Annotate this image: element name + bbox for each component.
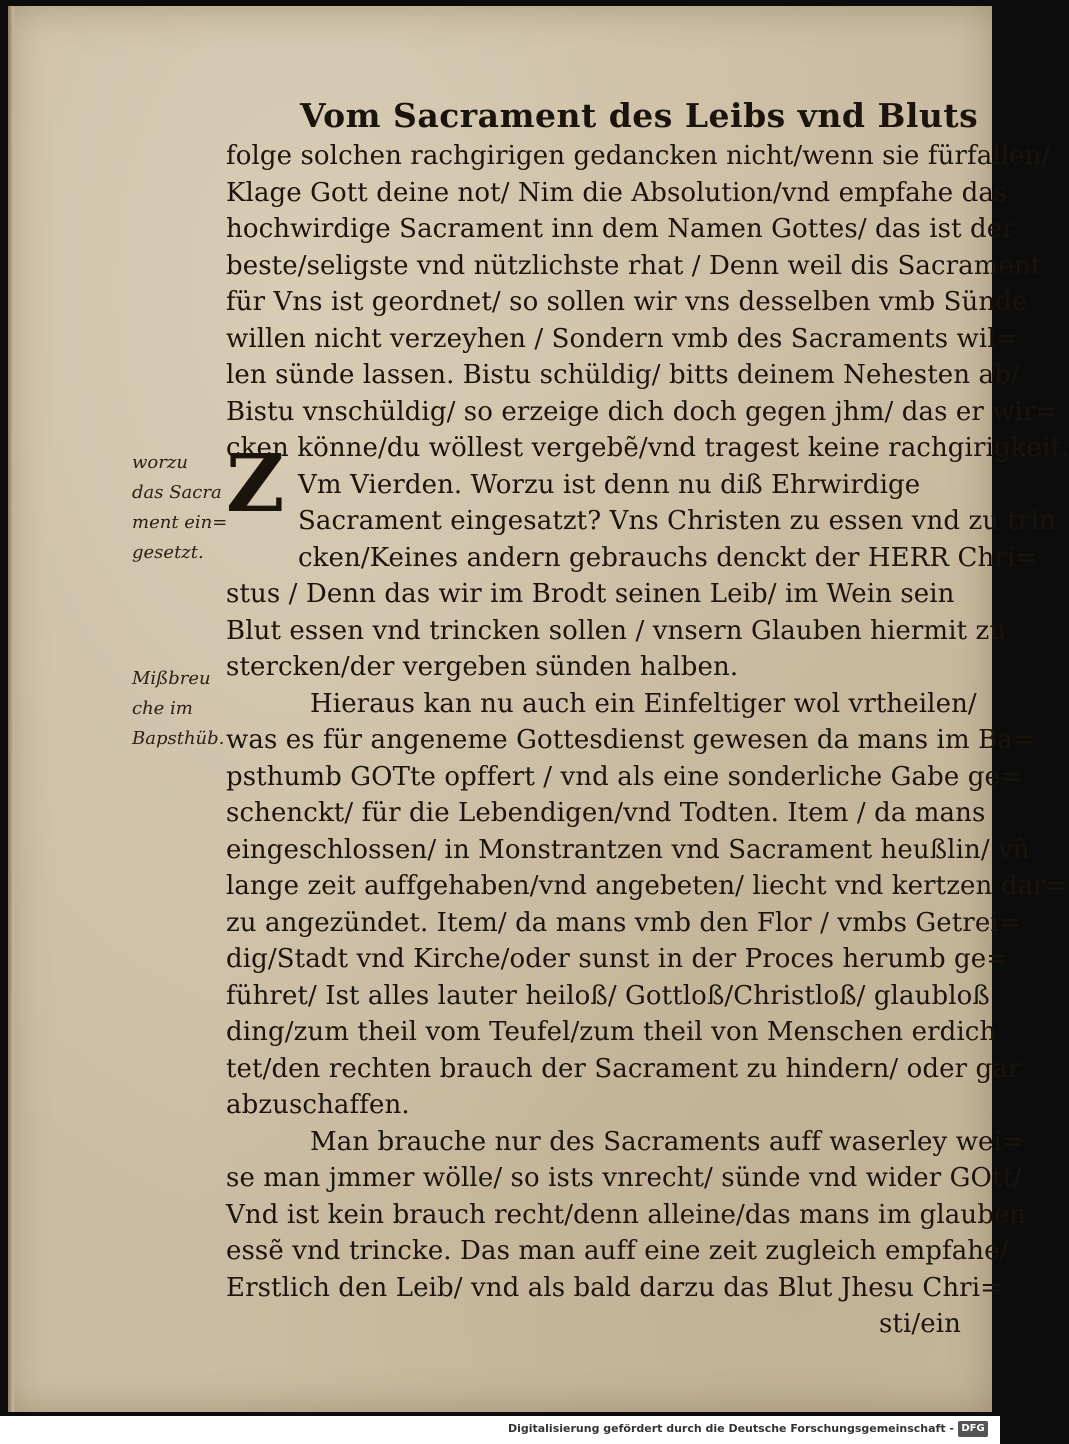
marginal-line: che im [132,698,193,719]
text-line: stus / Denn das wir im Brodt seinen Leib/ im Wein sein [226,579,955,609]
text-line: eingeschlossen/ in Monstrantzen vnd Sacrament heußlin/ vñ [226,834,1030,865]
text-line: len sünde lassen. Bistu schüldig/ bitts deinem Nehesten ab/ [226,360,1020,390]
text-line: für Vns ist geordnet/ so sollen wir vns desselben vmb Sünde [226,287,1028,317]
drop-initial: Z [226,436,285,530]
footer-credit: Digitalisierung gefördert durch die Deutsche Forschungsgemeinschaft - [507,1422,954,1435]
text-line: führet/ Ist alles lauter heiloß/ Gottloß/Christloß/ glaubloß [226,980,990,1011]
marginal-line: Mißbreu [132,668,211,689]
paragraph-start-line: Man brauche nur des Sacraments auff waserley wei= [310,1126,1024,1157]
running-head: Vom Sacrament des Leibs vnd Bluts [300,96,979,135]
text-line: schenckt/ für die Lebendigen/vnd Todten. Item / da mans [226,798,986,828]
text-line: beste/seligste vnd nützlichste rhat / Denn weil dis Sacrament [226,250,1042,281]
marginal-note-purpose [132,448,226,568]
text-line: abzuschaffen. [226,1090,410,1120]
marginal-note-abuses [132,664,226,754]
marginal-line: worzu [132,452,188,473]
marginal-line: gesetzt. [132,542,204,563]
text-line: essẽ vnd trincke. Das man auff eine zeit zugleich empfahe/ [226,1236,1009,1266]
text-line: Klage Gott deine not/ Nim die Absolution/vnd empfahe das [226,177,1008,208]
section-heading-line: Vm Vierden. Worzu ist denn nu diß Ehrwirdige [298,469,921,500]
text-line: cken könne/du wöllest vergebẽ/vnd tragest keine rachgirigkeit. [226,433,1069,463]
text-line: Erstlich den Leib/ vnd als bald darzu das Blut Jhesu Chri= [226,1272,1002,1303]
text-line: Blut essen vnd trincken sollen / vnsern Glauben hiermit zu [226,615,1007,646]
text-line: tet/den rechten brauch der Sacrament zu hindern/ oder gar [226,1053,1021,1084]
paragraph-start-line: Hieraus kan nu auch ein Einfeltiger wol vrtheilen/ [310,688,977,719]
text-line: willen nicht verzeyhen / Sondern vmb des Sacraments wil= [226,323,1018,354]
footer-bar [0,1416,1000,1444]
text-line: zu angezündet. Item/ da mans vmb den Flor / vmbs Getrei= [226,907,1021,938]
text-line: psthumb GOTte opffert / vnd als eine sonderliche Gabe ge= [226,761,1022,792]
catchword-line: sti/ein [878,1309,961,1339]
text-line: stercken/der vergeben sünden halben. [226,652,739,682]
text-line: folge solchen rachgirigen gedancken nicht/wenn sie fürfallen/ [226,141,1051,171]
text-line: Sacrament eingesatzt? Vns Christen zu essen vnd zu trin [298,506,1056,536]
dfg-logo: DFG [958,1421,988,1437]
body-text [226,138,1069,1343]
text-line: lange zeit auffgehaben/vnd angebeten/ liecht vnd kertzen dar= [226,871,1068,901]
marginal-line: Bapsthüb. [132,728,225,749]
text-line: was es für angeneme Gottesdienst gewesen da mans im Ba= [226,725,1035,755]
text-line: Vnd ist kein brauch recht/denn alleine/das mans im glauben [226,1199,1027,1230]
text-line: ding/zum theil vom Teufel/zum theil von Menschen erdich [226,1017,997,1047]
text-line: hochwirdige Sacrament inn dem Namen Gottes/ das ist der [226,214,1015,244]
marginal-line: ment ein= [132,512,228,533]
text-line: cken/Keines andern gebrauchs denckt der HERR Chri= [298,542,1038,573]
text-line: Bistu vnschüldig/ so erzeige dich doch gegen jhm/ das er wir= [226,396,1058,427]
marginal-line: das Sacra [132,482,222,503]
text-line: dig/Stadt vnd Kirche/oder sunst in der Proces herumb ge= [226,944,1009,974]
text-line: se man jmmer wölle/ so ists vnrecht/ sünde vnd wider GOtt/ [226,1163,1022,1193]
page-edge [8,6,14,1412]
